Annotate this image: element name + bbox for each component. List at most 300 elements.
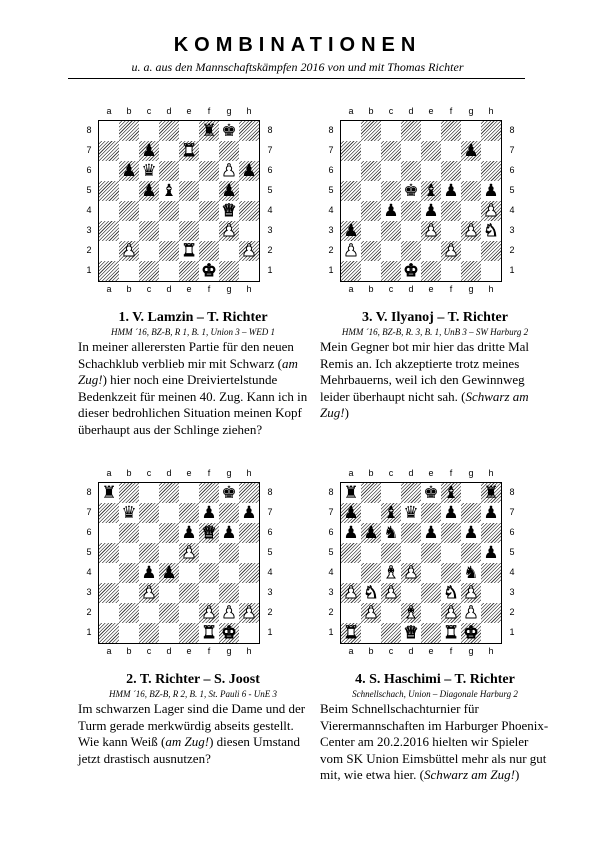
black-pawn-icon: ♟ bbox=[121, 161, 137, 181]
rank-label-right: 5 bbox=[509, 547, 515, 557]
dark-square bbox=[99, 141, 119, 161]
light-square bbox=[361, 221, 381, 241]
light-square bbox=[361, 543, 381, 563]
dark-square bbox=[219, 261, 239, 281]
light-square bbox=[461, 241, 481, 261]
light-square bbox=[401, 141, 421, 161]
dark-square bbox=[239, 523, 259, 543]
file-label-bottom: f bbox=[207, 646, 211, 656]
light-square bbox=[99, 161, 119, 181]
chess-board bbox=[98, 482, 260, 644]
file-label-bottom: e bbox=[186, 284, 192, 294]
puzzle-meta: HMM ´16, BZ-B, R 1, B. 1, Union 3 – WED 1 bbox=[111, 327, 275, 337]
dark-square bbox=[239, 201, 259, 221]
dark-square bbox=[99, 503, 119, 523]
light-square bbox=[381, 121, 401, 141]
black-bishop-icon: ♝ bbox=[443, 483, 459, 503]
light-square bbox=[381, 241, 401, 261]
dark-square bbox=[179, 583, 199, 603]
file-label-top: f bbox=[207, 106, 211, 116]
dark-square bbox=[481, 603, 501, 623]
file-label-bottom: a bbox=[106, 646, 112, 656]
rank-label-left: 1 bbox=[86, 265, 92, 275]
dark-square bbox=[159, 201, 179, 221]
puzzle-text bbox=[78, 701, 308, 767]
rank-label-left: 3 bbox=[328, 587, 334, 597]
file-label-top: a bbox=[348, 468, 354, 478]
black-pawn-icon: ♟ bbox=[241, 161, 257, 181]
puzzle-meta: HMM ´16, BZ-B, R. 3, B. 1, UnB 3 – SW Harburg 2 bbox=[341, 327, 529, 337]
dark-square bbox=[99, 583, 119, 603]
black-bishop-icon: ♝ bbox=[161, 181, 177, 201]
dark-square bbox=[441, 201, 461, 221]
rank-label-right: 8 bbox=[509, 125, 515, 135]
white-rook-icon: ♜ bbox=[443, 623, 459, 643]
black-pawn-icon: ♟ bbox=[141, 563, 157, 583]
file-label-bottom: b bbox=[126, 284, 132, 294]
file-label-bottom: f bbox=[449, 646, 453, 656]
emphasis-text: am Zug! bbox=[165, 734, 210, 749]
light-square bbox=[139, 241, 159, 261]
rank-label-right: 4 bbox=[267, 205, 273, 215]
dark-square bbox=[381, 221, 401, 241]
black-king-icon: ♚ bbox=[403, 181, 419, 201]
dark-square bbox=[361, 563, 381, 583]
light-square bbox=[481, 623, 501, 643]
file-label-bottom: g bbox=[468, 284, 474, 294]
light-square bbox=[481, 583, 501, 603]
light-square bbox=[119, 261, 139, 281]
light-square bbox=[119, 623, 139, 643]
file-label-top: h bbox=[246, 468, 252, 478]
puzzle-text bbox=[320, 339, 550, 422]
light-square bbox=[461, 483, 481, 503]
body-text: ) hier noch eine Dreiviertelstunde Bedenkzeit für meinen 40. Zug. Kann ich in dieser bedrohlichen Situation meinen Kopf überhaupt aus der Schlinge ziehen? bbox=[78, 372, 308, 437]
rank-label-left: 7 bbox=[328, 507, 334, 517]
light-square bbox=[139, 201, 159, 221]
dark-square bbox=[199, 201, 219, 221]
dark-square bbox=[119, 121, 139, 141]
dark-square bbox=[401, 201, 421, 221]
light-square bbox=[159, 141, 179, 161]
white-pawn-icon: ♟ bbox=[363, 603, 379, 623]
dark-square bbox=[239, 121, 259, 141]
light-square bbox=[481, 261, 501, 281]
file-label-top: d bbox=[166, 468, 172, 478]
dark-square bbox=[119, 563, 139, 583]
file-label-top: h bbox=[488, 106, 494, 116]
light-square bbox=[179, 161, 199, 181]
black-pawn-icon: ♟ bbox=[181, 523, 197, 543]
white-bishop-icon: ♝ bbox=[383, 563, 399, 583]
black-pawn-icon: ♟ bbox=[463, 141, 479, 161]
dark-square bbox=[481, 121, 501, 141]
puzzle-panel bbox=[320, 100, 550, 422]
black-king-icon: ♚ bbox=[221, 483, 237, 503]
rank-label-right: 3 bbox=[509, 225, 515, 235]
file-label-top: e bbox=[428, 468, 434, 478]
body-text: ) diesen Umstand jetzt drastisch ausnutzen? bbox=[78, 734, 301, 766]
dark-square bbox=[219, 583, 239, 603]
black-knight-icon: ♞ bbox=[383, 523, 399, 543]
light-square bbox=[179, 483, 199, 503]
black-pawn-icon: ♟ bbox=[343, 221, 359, 241]
rank-label-right: 4 bbox=[509, 567, 515, 577]
light-square bbox=[341, 603, 361, 623]
puzzle-meta: Schnellschach, Union – Diagonale Harburg 2 bbox=[352, 689, 518, 699]
light-square bbox=[99, 121, 119, 141]
rank-label-right: 6 bbox=[267, 165, 273, 175]
puzzle-panel bbox=[320, 462, 550, 784]
light-square bbox=[159, 543, 179, 563]
rank-label-left: 4 bbox=[86, 205, 92, 215]
dark-square bbox=[361, 483, 381, 503]
file-label-bottom: g bbox=[226, 284, 232, 294]
light-square bbox=[119, 141, 139, 161]
file-label-bottom: e bbox=[428, 646, 434, 656]
rank-label-left: 6 bbox=[86, 527, 92, 537]
light-square bbox=[159, 503, 179, 523]
light-square bbox=[361, 623, 381, 643]
file-label-top: f bbox=[449, 106, 453, 116]
rank-label-right: 4 bbox=[509, 205, 515, 215]
file-label-bottom: a bbox=[348, 646, 354, 656]
light-square bbox=[99, 563, 119, 583]
black-queen-icon: ♛ bbox=[403, 503, 419, 523]
black-pawn-icon: ♟ bbox=[161, 563, 177, 583]
puzzle-heading: 1. V. Lamzin – T. Richter bbox=[118, 310, 268, 325]
rank-label-left: 7 bbox=[328, 145, 334, 155]
rank-label-left: 4 bbox=[328, 205, 334, 215]
puzzle-heading: 2. T. Richter – S. Joost bbox=[126, 672, 260, 687]
light-square bbox=[341, 121, 361, 141]
black-queen-icon: ♛ bbox=[141, 161, 157, 181]
chess-board bbox=[340, 482, 502, 644]
puzzle-panel bbox=[78, 100, 308, 438]
dark-square bbox=[441, 161, 461, 181]
rank-label-left: 5 bbox=[86, 185, 92, 195]
file-label-top: g bbox=[468, 106, 474, 116]
light-square bbox=[461, 161, 481, 181]
puzzle-heading: 3. V. Ilyanoj – T. Richter bbox=[362, 310, 508, 325]
light-square bbox=[239, 543, 259, 563]
dark-square bbox=[481, 161, 501, 181]
light-square bbox=[239, 261, 259, 281]
rank-label-right: 2 bbox=[509, 607, 515, 617]
rank-label-left: 7 bbox=[86, 145, 92, 155]
light-square bbox=[99, 603, 119, 623]
black-pawn-icon: ♟ bbox=[423, 201, 439, 221]
dark-square bbox=[401, 241, 421, 261]
puzzle-heading: 4. S. Haschimi – T. Richter bbox=[355, 672, 515, 687]
white-queen-icon: ♛ bbox=[201, 523, 217, 543]
dark-square bbox=[401, 161, 421, 181]
light-square bbox=[401, 221, 421, 241]
rank-label-right: 1 bbox=[267, 627, 273, 637]
light-square bbox=[381, 603, 401, 623]
dark-square bbox=[199, 563, 219, 583]
dark-square bbox=[461, 543, 481, 563]
file-label-top: c bbox=[388, 468, 394, 478]
light-square bbox=[421, 121, 441, 141]
black-queen-icon: ♛ bbox=[121, 503, 137, 523]
rank-label-left: 6 bbox=[328, 527, 334, 537]
rank-label-right: 3 bbox=[509, 587, 515, 597]
light-square bbox=[341, 161, 361, 181]
light-square bbox=[159, 221, 179, 241]
light-square bbox=[441, 543, 461, 563]
file-label-top: b bbox=[126, 106, 132, 116]
rank-label-right: 8 bbox=[509, 487, 515, 497]
dark-square bbox=[381, 141, 401, 161]
file-label-top: c bbox=[146, 106, 152, 116]
white-king-icon: ♚ bbox=[403, 261, 419, 281]
file-label-top: b bbox=[368, 106, 374, 116]
white-rook-icon: ♜ bbox=[201, 623, 217, 643]
light-square bbox=[461, 201, 481, 221]
black-pawn-icon: ♟ bbox=[141, 141, 157, 161]
dark-square bbox=[421, 583, 441, 603]
rank-label-right: 2 bbox=[509, 245, 515, 255]
file-label-bottom: f bbox=[449, 284, 453, 294]
file-label-top: b bbox=[126, 468, 132, 478]
white-bishop-icon: ♝ bbox=[403, 603, 419, 623]
rank-label-left: 3 bbox=[86, 587, 92, 597]
rank-label-right: 3 bbox=[267, 587, 273, 597]
rank-label-right: 7 bbox=[509, 507, 515, 517]
file-label-bottom: d bbox=[166, 646, 172, 656]
white-rook-icon: ♜ bbox=[343, 623, 359, 643]
rank-label-right: 6 bbox=[509, 165, 515, 175]
light-square bbox=[239, 221, 259, 241]
dark-square bbox=[219, 503, 239, 523]
dark-square bbox=[139, 623, 159, 643]
white-pawn-icon: ♟ bbox=[343, 241, 359, 261]
light-square bbox=[179, 121, 199, 141]
dark-square bbox=[361, 161, 381, 181]
rank-label-right: 6 bbox=[509, 527, 515, 537]
rank-label-right: 1 bbox=[509, 627, 515, 637]
dark-square bbox=[159, 603, 179, 623]
white-knight-icon: ♞ bbox=[483, 221, 499, 241]
dark-square bbox=[441, 563, 461, 583]
dark-square bbox=[99, 543, 119, 563]
dark-square bbox=[441, 121, 461, 141]
file-label-bottom: g bbox=[468, 646, 474, 656]
rank-label-right: 1 bbox=[267, 265, 273, 275]
black-pawn-icon: ♟ bbox=[201, 503, 217, 523]
dark-square bbox=[239, 563, 259, 583]
file-label-top: e bbox=[428, 106, 434, 116]
light-square bbox=[381, 161, 401, 181]
dark-square bbox=[239, 483, 259, 503]
puzzle-panel bbox=[78, 462, 308, 767]
light-square bbox=[361, 141, 381, 161]
rank-label-left: 6 bbox=[86, 165, 92, 175]
light-square bbox=[119, 543, 139, 563]
dark-square bbox=[381, 261, 401, 281]
white-pawn-icon: ♟ bbox=[221, 603, 237, 623]
dark-square bbox=[361, 241, 381, 261]
dark-square bbox=[159, 241, 179, 261]
file-label-top: c bbox=[388, 106, 394, 116]
dark-square bbox=[119, 483, 139, 503]
rank-label-left: 1 bbox=[328, 265, 334, 275]
body-text: ) bbox=[344, 405, 349, 420]
body-text: Mein Gegner bot mir hier das dritte Mal Remis an. Ich akzeptierte trotz meines Mehrbauerns, weil ich den Gewinnweg leider überhaupt nicht sah. ( bbox=[320, 339, 530, 404]
light-square bbox=[159, 261, 179, 281]
light-square bbox=[341, 201, 361, 221]
white-pawn-icon: ♟ bbox=[483, 201, 499, 221]
rank-label-right: 1 bbox=[509, 265, 515, 275]
white-knight-icon: ♞ bbox=[363, 583, 379, 603]
dark-square bbox=[341, 261, 361, 281]
rank-label-left: 3 bbox=[328, 225, 334, 235]
black-pawn-icon: ♟ bbox=[221, 181, 237, 201]
rank-label-right: 4 bbox=[267, 567, 273, 577]
dark-square bbox=[99, 181, 119, 201]
light-square bbox=[179, 563, 199, 583]
white-rook-icon: ♜ bbox=[181, 241, 197, 261]
light-square bbox=[179, 201, 199, 221]
chess-board bbox=[340, 120, 502, 282]
rank-label-left: 6 bbox=[328, 165, 334, 175]
light-square bbox=[119, 583, 139, 603]
dark-square bbox=[341, 543, 361, 563]
file-label-top: f bbox=[449, 468, 453, 478]
file-label-top: g bbox=[226, 468, 232, 478]
light-square bbox=[441, 221, 461, 241]
emphasis-text: Schwarz am Zug! bbox=[320, 388, 529, 420]
light-square bbox=[219, 241, 239, 261]
file-label-bottom: a bbox=[348, 284, 354, 294]
rank-label-left: 4 bbox=[328, 567, 334, 577]
file-label-bottom: e bbox=[428, 284, 434, 294]
light-square bbox=[199, 141, 219, 161]
file-label-top: d bbox=[166, 106, 172, 116]
file-label-bottom: h bbox=[488, 646, 494, 656]
emphasis-text: am Zug! bbox=[78, 355, 298, 387]
black-pawn-icon: ♟ bbox=[343, 503, 359, 523]
light-square bbox=[139, 483, 159, 503]
rank-label-right: 5 bbox=[267, 547, 273, 557]
black-pawn-icon: ♟ bbox=[443, 503, 459, 523]
rank-label-right: 3 bbox=[267, 225, 273, 235]
dark-square bbox=[421, 141, 441, 161]
dark-square bbox=[481, 241, 501, 261]
white-pawn-icon: ♟ bbox=[343, 583, 359, 603]
file-label-bottom: h bbox=[246, 646, 252, 656]
rank-label-right: 8 bbox=[267, 487, 273, 497]
dark-square bbox=[199, 161, 219, 181]
file-label-top: f bbox=[207, 468, 211, 478]
light-square bbox=[361, 261, 381, 281]
dark-square bbox=[159, 161, 179, 181]
file-label-top: a bbox=[348, 106, 354, 116]
rank-label-left: 8 bbox=[86, 487, 92, 497]
puzzle-meta: HMM ´16, BZ-B, R 2, B. 1, St. Pauli 6 - UnE 3 bbox=[109, 689, 277, 699]
white-pawn-icon: ♟ bbox=[443, 603, 459, 623]
light-square bbox=[421, 603, 441, 623]
chess-diagram bbox=[78, 462, 308, 670]
rank-label-left: 2 bbox=[328, 245, 334, 255]
dark-square bbox=[401, 121, 421, 141]
black-bishop-icon: ♝ bbox=[423, 181, 439, 201]
dark-square bbox=[341, 181, 361, 201]
white-king-icon: ♚ bbox=[221, 623, 237, 643]
light-square bbox=[381, 483, 401, 503]
file-label-bottom: d bbox=[166, 284, 172, 294]
light-square bbox=[99, 241, 119, 261]
file-label-bottom: h bbox=[488, 284, 494, 294]
rank-label-right: 8 bbox=[267, 125, 273, 135]
black-knight-icon: ♞ bbox=[463, 563, 479, 583]
black-pawn-icon: ♟ bbox=[483, 503, 499, 523]
white-knight-icon: ♞ bbox=[443, 583, 459, 603]
white-pawn-icon: ♟ bbox=[121, 241, 137, 261]
white-pawn-icon: ♟ bbox=[181, 543, 197, 563]
dark-square bbox=[139, 543, 159, 563]
light-square bbox=[481, 141, 501, 161]
rank-label-left: 2 bbox=[86, 607, 92, 617]
white-king-icon: ♚ bbox=[201, 261, 217, 281]
body-text: Im schwarzen Lager sind die Dame und der Turm gerade merkwürdig abseits gestellt. Wie kann Weiß ( bbox=[78, 701, 306, 749]
dark-square bbox=[159, 483, 179, 503]
rank-label-right: 7 bbox=[267, 145, 273, 155]
dark-square bbox=[179, 221, 199, 241]
rank-label-left: 8 bbox=[328, 125, 334, 135]
rank-label-left: 2 bbox=[328, 607, 334, 617]
light-square bbox=[119, 221, 139, 241]
file-label-top: a bbox=[106, 468, 112, 478]
light-square bbox=[99, 201, 119, 221]
rank-label-right: 6 bbox=[267, 527, 273, 537]
white-pawn-icon: ♟ bbox=[241, 603, 257, 623]
emphasis-text: Schwarz am Zug! bbox=[423, 767, 515, 782]
file-label-bottom: b bbox=[368, 284, 374, 294]
rank-label-left: 5 bbox=[328, 185, 334, 195]
dark-square bbox=[461, 181, 481, 201]
light-square bbox=[139, 603, 159, 623]
black-pawn-icon: ♟ bbox=[383, 201, 399, 221]
light-square bbox=[139, 121, 159, 141]
rank-label-left: 3 bbox=[86, 225, 92, 235]
rank-label-right: 7 bbox=[509, 145, 515, 155]
dark-square bbox=[361, 121, 381, 141]
dark-square bbox=[199, 483, 219, 503]
rank-label-right: 2 bbox=[267, 607, 273, 617]
rank-label-right: 2 bbox=[267, 245, 273, 255]
light-square bbox=[159, 623, 179, 643]
white-pawn-icon: ♟ bbox=[201, 603, 217, 623]
dark-square bbox=[179, 503, 199, 523]
file-label-bottom: h bbox=[246, 284, 252, 294]
dark-square bbox=[401, 483, 421, 503]
black-pawn-icon: ♟ bbox=[221, 523, 237, 543]
file-label-bottom: e bbox=[186, 646, 192, 656]
black-pawn-icon: ♟ bbox=[343, 523, 359, 543]
light-square bbox=[401, 583, 421, 603]
dark-square bbox=[119, 603, 139, 623]
white-king-icon: ♚ bbox=[463, 623, 479, 643]
light-square bbox=[401, 543, 421, 563]
dark-square bbox=[361, 201, 381, 221]
dark-square bbox=[159, 523, 179, 543]
chess-board bbox=[98, 120, 260, 282]
black-rook-icon: ♜ bbox=[201, 121, 217, 141]
rank-label-right: 7 bbox=[267, 507, 273, 517]
light-square bbox=[139, 523, 159, 543]
